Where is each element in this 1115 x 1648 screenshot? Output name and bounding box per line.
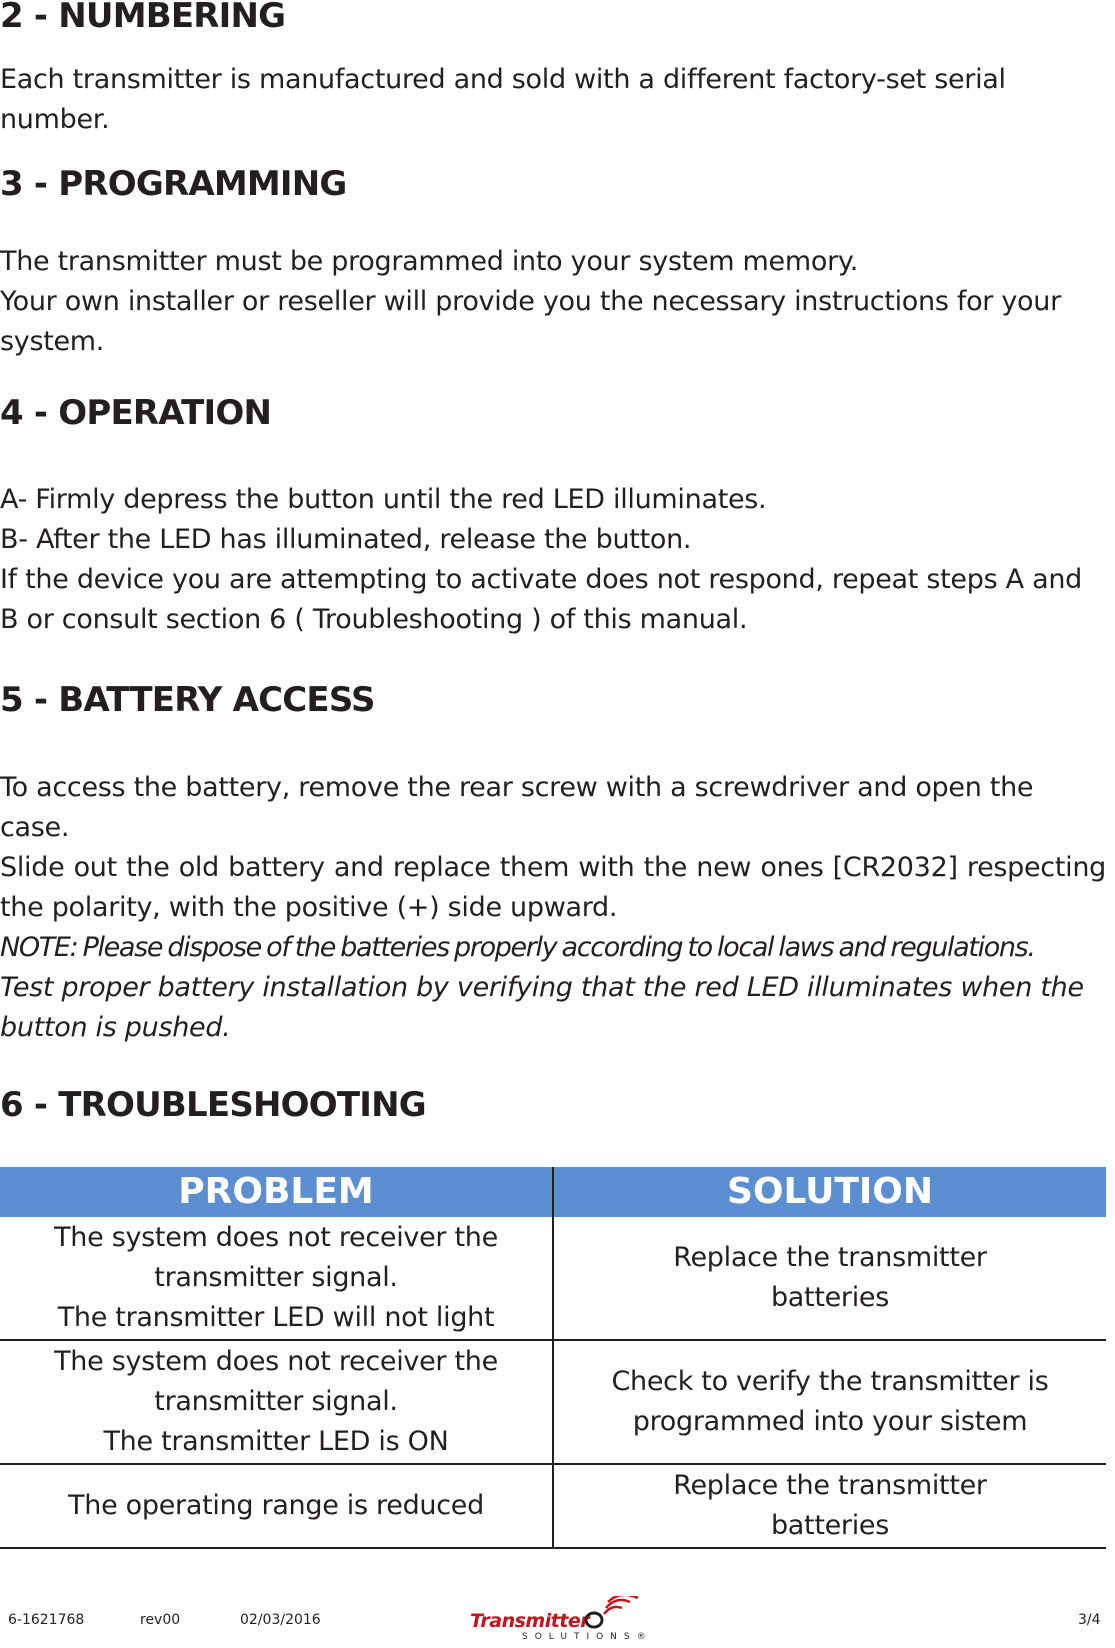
page-number: 3/4 bbox=[1078, 1612, 1101, 1628]
problem-line: The system does not receiver the bbox=[54, 1346, 498, 1377]
section-5-note-1: NOTE: Please dispose of the batteries properly according to local laws and regulations. bbox=[0, 932, 1035, 963]
problem-line: transmitter signal. bbox=[154, 1262, 398, 1293]
section-5-note-2: Test proper battery installation by verifying that the red LED illuminates when the button is pushed. bbox=[0, 972, 1084, 1043]
section-2-body: Each transmitter is manufactured and sold with a different factory-set serial number. bbox=[0, 64, 1006, 135]
section-4-step-a: A- Firmly depress the button until the red LED illuminates. bbox=[0, 484, 767, 515]
solution-line: batteries bbox=[770, 1282, 890, 1313]
solution-line: Replace the transmitter bbox=[673, 1242, 987, 1273]
column-divider bbox=[552, 1167, 554, 1549]
problem-line: transmitter signal. bbox=[154, 1386, 398, 1417]
section-3-line-2: Your own installer or reseller will provide you the necessary instructions for your system. bbox=[0, 286, 1061, 357]
header-solution: SOLUTION bbox=[726, 1171, 934, 1212]
problem-cell bbox=[0, 1465, 552, 1547]
solution-cell bbox=[554, 1217, 1106, 1339]
problem-cell bbox=[0, 1217, 552, 1339]
section-3-line-1: The transmitter must be programmed into your system memory. bbox=[0, 246, 858, 277]
signal-waves-icon bbox=[582, 1596, 642, 1636]
problem-line: The transmitter LED will not light bbox=[57, 1302, 495, 1333]
section-5-title: 5 - BATTERY ACCESS bbox=[0, 680, 375, 720]
problem-line: The system does not receiver the bbox=[54, 1222, 498, 1253]
footer-revision: rev00 bbox=[140, 1612, 181, 1628]
footer-code: 6-1621768 bbox=[8, 1612, 85, 1628]
transmitter-solutions-logo bbox=[470, 1596, 653, 1644]
footer-date: 02/03/2016 bbox=[240, 1612, 321, 1628]
section-3-title: 3 - PROGRAMMING bbox=[0, 164, 347, 204]
section-6-title: 6 - TROUBLESHOOTING bbox=[0, 1085, 426, 1125]
section-2-title: 2 - NUMBERING bbox=[0, 0, 286, 36]
problem-line: The transmitter LED is ON bbox=[103, 1426, 449, 1457]
solution-line: Check to verify the transmitter is bbox=[611, 1366, 1049, 1397]
problem-cell bbox=[0, 1341, 552, 1463]
section-4-step-b: B- After the LED has illuminated, release the button. bbox=[0, 524, 692, 555]
logo-subtitle: SOLUTIONS® bbox=[522, 1632, 653, 1642]
section-4-note: If the device you are attempting to activate does not respond, repeat steps A and B or consult section 6 ( Troubleshooting ) of this manual. bbox=[0, 564, 1082, 635]
solution-line: programmed into your sistem bbox=[632, 1406, 1028, 1437]
solution-line: Replace the transmitter bbox=[673, 1470, 987, 1501]
solution-line: batteries bbox=[770, 1510, 890, 1541]
problem-line: The operating range is reduced bbox=[68, 1490, 484, 1521]
section-4-title: 4 - OPERATION bbox=[0, 393, 272, 433]
section-5-para-1: To access the battery, remove the rear screw with a screwdriver and open the case. bbox=[0, 772, 1034, 843]
header-problem: PROBLEM bbox=[178, 1171, 374, 1212]
section-5-para-2: Slide out the old battery and replace them with the new ones [CR2032] respecting the polarity, with the positive (+) side upward. bbox=[0, 852, 1106, 923]
solution-cell bbox=[554, 1341, 1106, 1463]
logo-wordmark: Transmitter bbox=[470, 1610, 590, 1632]
solution-cell bbox=[554, 1465, 1106, 1547]
